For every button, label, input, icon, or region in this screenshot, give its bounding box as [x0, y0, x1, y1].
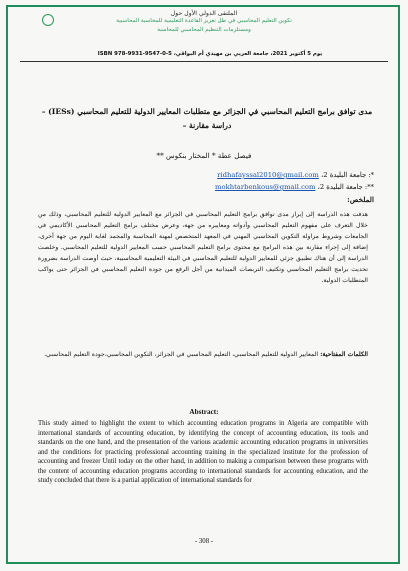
header-date-isbn: يوم 5 أكتوبر 2021، جامعة العربي بن مهيدي أم البواقي، ISBN 978-9931-9547-0-5 [97, 51, 323, 57]
paper-title: مدى توافق برامج التعليم المحاسبي في الجزائر مع متطلبات المعايير الدولية للتعليم المحاسبي (IESs) – دراسة مقارنة – [41, 107, 373, 130]
header-conference-line: الملتقى الدولي الأول حول [170, 10, 238, 17]
abstract-en-body: This study aimed to highlight the extent to which accounting education programs in Algeria are compatible with international standards of accounting education, by identifying the concept of accounting education, its tools and standards on the one hand, and the presentation of the various academic accounting education programs in universities and the conditions for practicing professional accounting training in the specialized institute for the profession of accounting and freezer Until today on the other hand, in addition to making a comparison between these programs with the content of accounting education programs according to international standards for accounting education, and the study concluded that there is a partial application of international standards for [38, 420, 368, 484]
header-rule [20, 61, 388, 62]
header-conference-subtheme: ومستلزمات التنظيم المحاسبي للمحاسبة [157, 27, 251, 33]
affiliation-1-marker: *: جامعة البليدة 2، [321, 171, 374, 179]
affiliation-2 [215, 183, 374, 191]
keywords-ar-list: المعايير الدولية للتعليم المحاسبي، التعليم المحاسبي في الجزائر، التكوين المحاسبي،جودة التعليم المحاسبي. [44, 351, 319, 358]
affiliation-2-email[interactable]: mokhtarbenkous@gmail.com [215, 183, 316, 191]
affiliation-2-marker: **: جامعة البليدة 2، [317, 183, 374, 191]
keywords-ar [38, 349, 368, 360]
abstract-ar-body: هدفت هذه الدراسة إلى إبراز مدى توافق برامج التعليم المحاسبي في الجزائر مع المعايير الدولية للتعليم المحاسبي، وذلك من خلال التعرف على مفهوم التعليم المحاسبي وأدواته ومعاييره من جهة، وعرض مختلف برامج التعليم المحاسبي الأكاديمي في الجامعات وشروط مزاولة التكوين المحاسبي المهني في المعهد المتخصص لمهنة المحاسبة والمجمد لغاية اليوم من جهة أخرى، إضافة إلى إجراء مقارنة بين هذه البرامج مع محتوى برامج التعليم المحاسبي حسب المعايير الدولية للتعليم المحاسبي. وخلصت الدراسة إلى أن هناك تطبيق جزئي للمعايير الدولية للتعليم المحاسبي في البيئة التعليمية المحاسبية، حيث أوصت الدراسة بضرورة تحديث برامج التعليم المحاسبي وتكثيف التربصات الميدانية من أجل الرفع من جودة التعليم المحاسبي في الجزائر حتى يواكب المتطلبات الدولية. [38, 211, 368, 284]
keywords-ar-label: الكلمات المفتاحية: [320, 351, 368, 358]
affiliation-1-email[interactable]: ridhafayssal2010@gmail.com [217, 171, 319, 179]
paper-authors: فيصل عطة * المختار بنكوس ** [156, 151, 252, 160]
affiliation-1 [217, 171, 374, 179]
page-number: - 308 - [194, 538, 214, 545]
header-conference-theme: تكوين التعليم المحاسبي في ظل تعزيز القاعدة التعليمية للمحاسبة المحاسبية [116, 18, 292, 24]
abstract-en-heading: Abstract: [189, 408, 219, 416]
abstract-ar-heading: الملخص: [347, 195, 374, 204]
